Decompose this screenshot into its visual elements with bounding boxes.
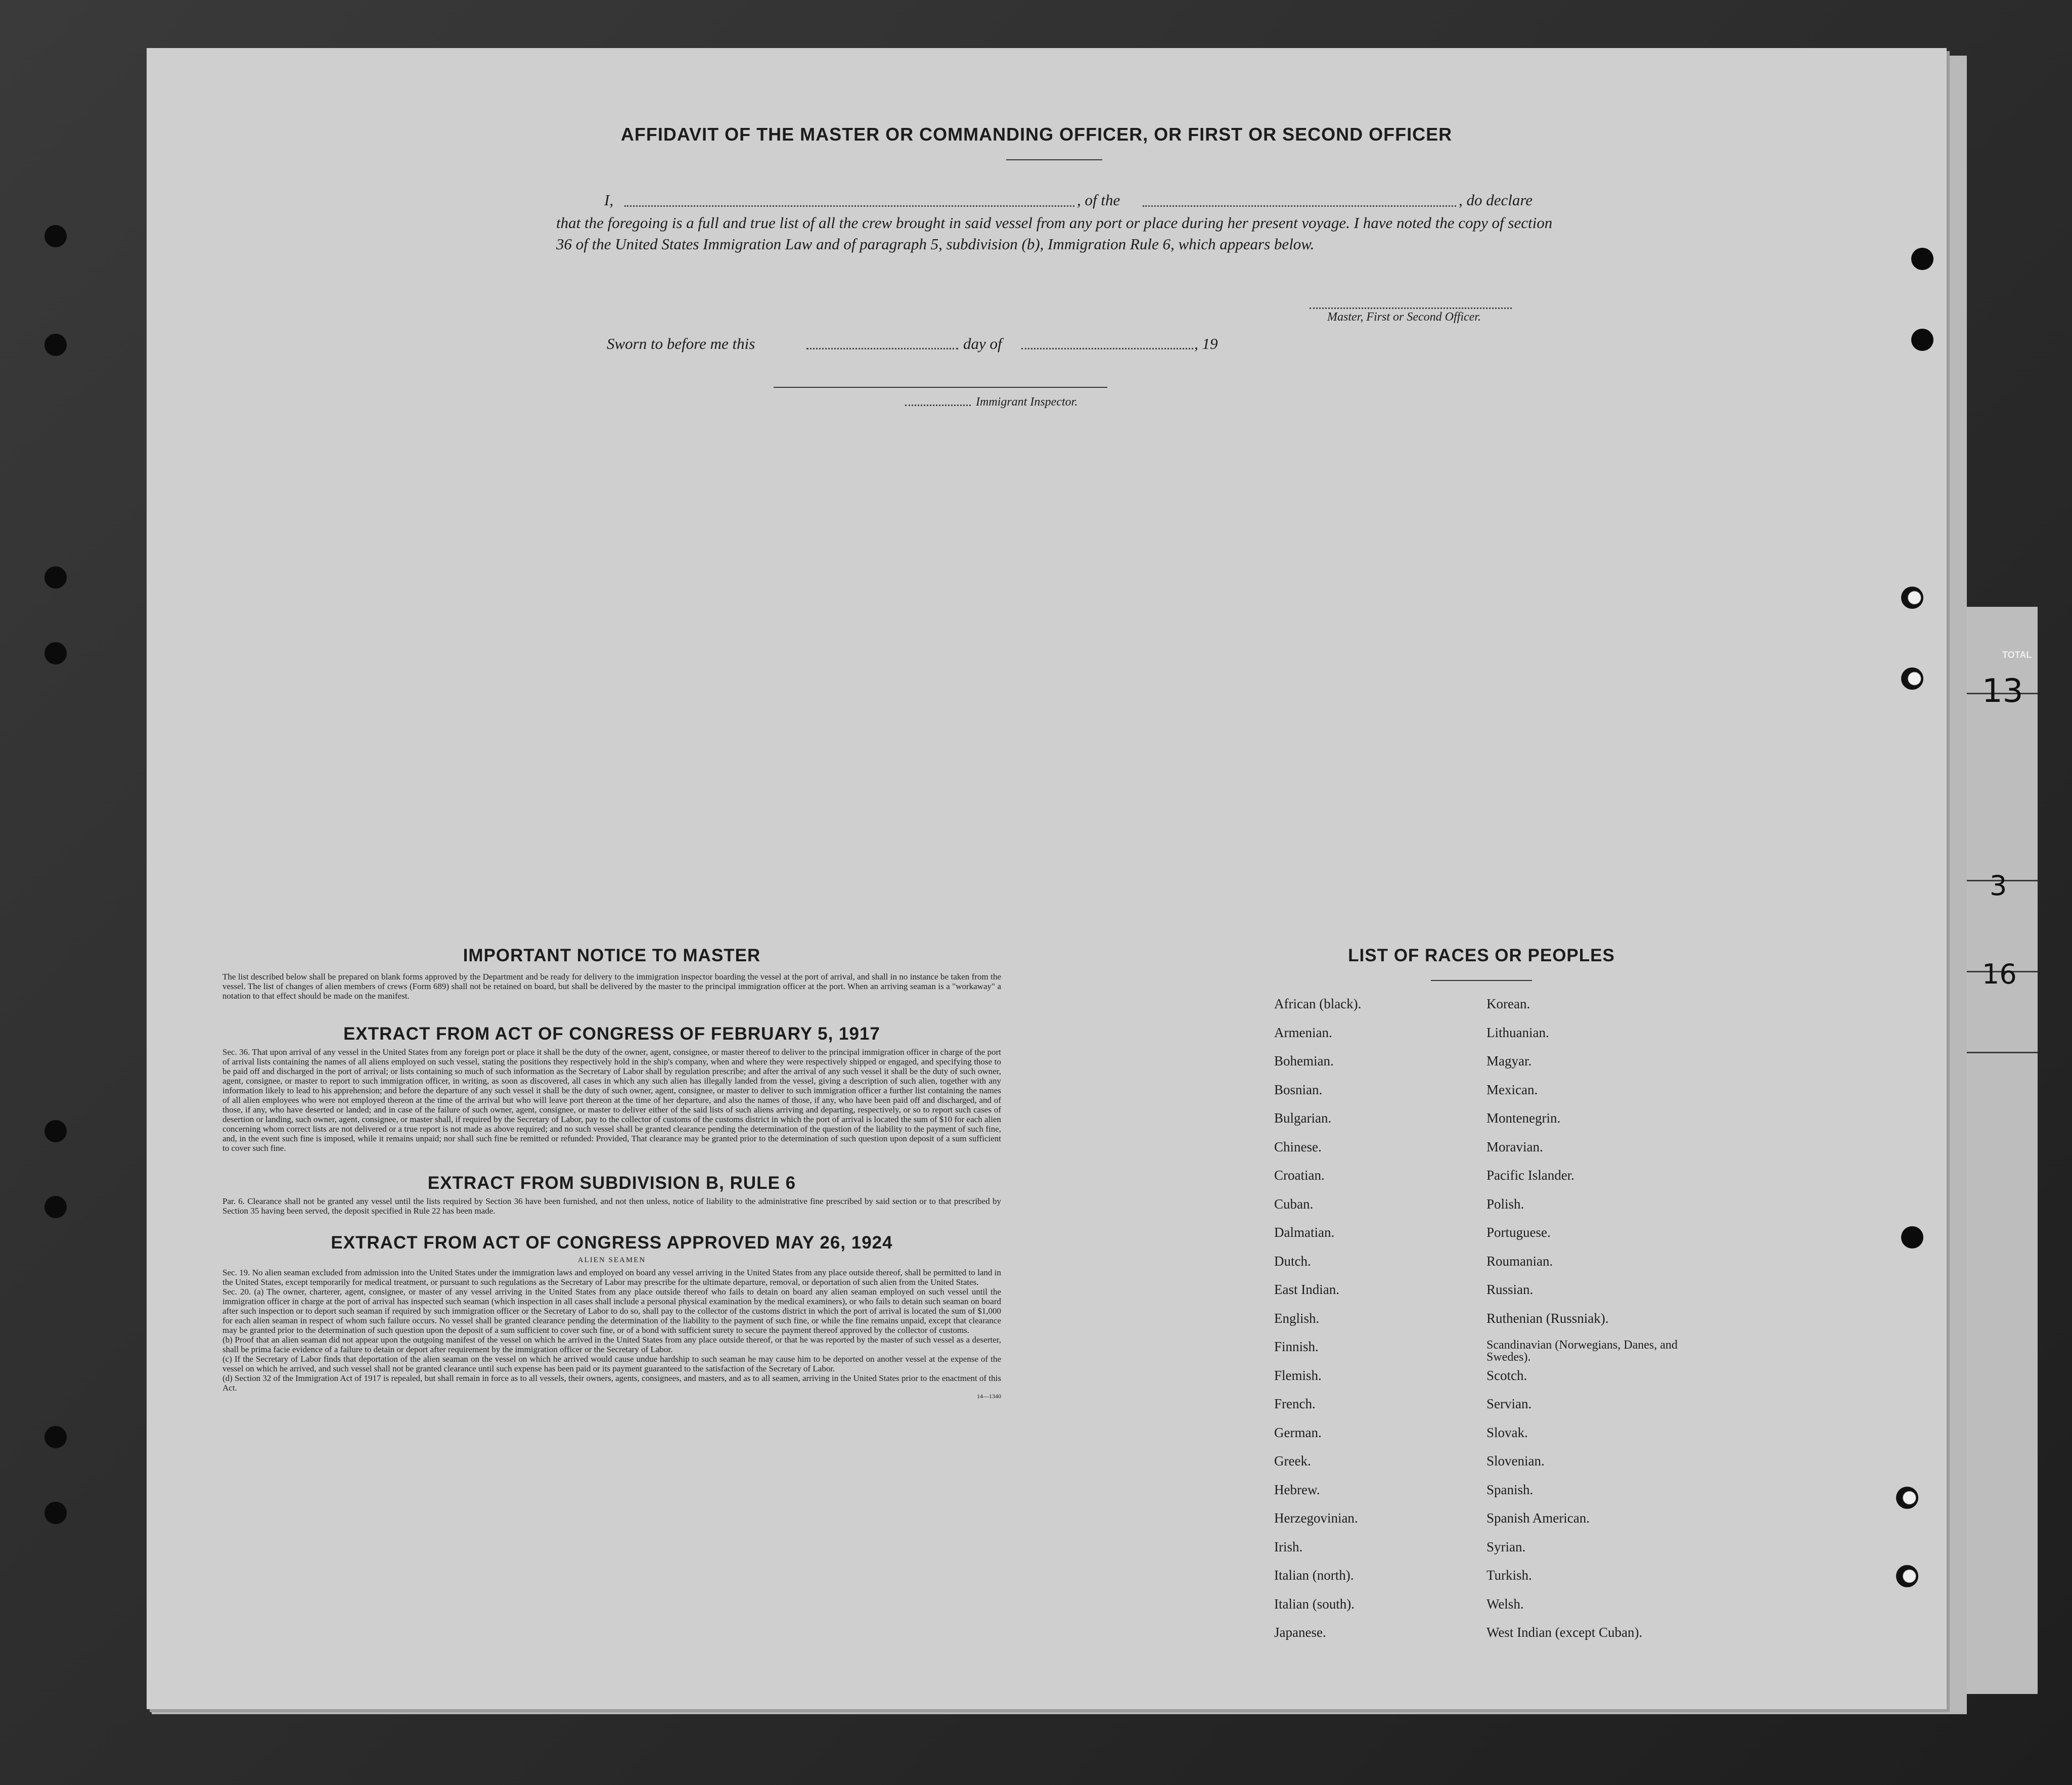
race-left: Italian (south). [1274,1596,1355,1612]
punch-hole [1901,587,1923,609]
name-field-line[interactable] [624,205,1074,207]
day-of-label: day of [963,335,1002,352]
race-left: Dutch. [1274,1253,1311,1269]
sec20c-text: (c) If the Secretary of Labor finds that deportation of the alien seaman on the vessel on which he arrived would cause undue hardship to such seaman he may cause him to be deported on another vessel at the expense of the vessel on which he arrived, and such vessel shall not be granted clearance until such expense has been paid or its payment guaranteed to the satisfaction of the Secretary of Labor. [222,1354,1001,1373]
race-right: Slovak. [1487,1424,1528,1440]
race-left: Bosnian. [1274,1082,1323,1097]
affidavit-declare: , do declare [1459,191,1533,209]
race-left: East Indian. [1274,1282,1339,1297]
race-row [1274,1625,1729,1654]
sworn-prefix: Sworn to before me this [607,335,755,352]
race-row [1274,1025,1729,1054]
year-prefix: , 19 [1194,335,1218,352]
sec20b-text: (b) Proof that an alien seaman did not appear upon the outgoing manifest of the vessel on which he arrived in the United States from any place outside thereof, or that he was reported by the master of such vessel as a deserter, shall be prima facie evidence of a failure to detain or deport after requirement by the immigration officer or the Secretary of Labor. [222,1335,1001,1354]
title-rule [1006,159,1102,160]
punch-hole [44,1502,67,1524]
race-left: Japanese. [1274,1625,1326,1640]
total-label: TOTAL [2002,650,2032,660]
notice-text: The list described below shall be prepared on blank forms approved by the Department and be ready for delivery to the immigration inspector boarding the vessel at the port of arrival, and shall in no instance be taken from the vessel. The list of changes of alien members of crews (Form 689) shall not be retained on board, but shall be delivered by the master to the principal immigration officer at the port. When an arriving seaman is a "workaway" a notation to that effect should be made on the manifest. [222,972,1001,1001]
race-right: Scandinavian (Norwegians, Danes, and Swedes). [1487,1338,1678,1364]
race-row [1274,1225,1729,1254]
race-right: Magyar. [1487,1053,1532,1068]
race-left: Chinese. [1274,1139,1322,1154]
race-left: African (black). [1274,996,1362,1011]
punch-hole [1901,1226,1923,1248]
race-right: Polish. [1487,1196,1524,1212]
race-right: Spanish. [1487,1482,1534,1497]
form-code: 14—1340 [977,1393,1001,1400]
race-row [1274,1368,1729,1397]
handwritten-total-1: 13 [1982,673,2023,710]
race-left: Italian (north). [1274,1568,1354,1583]
race-row [1274,1282,1729,1311]
race-row [1274,1425,1729,1454]
race-right: Pacific Islander. [1487,1168,1574,1183]
race-right: Servian. [1487,1396,1532,1411]
race-left: Hebrew. [1274,1482,1320,1497]
underlying-page-edge [1957,607,2038,1694]
affidavit-of-the: , of the [1077,191,1120,209]
master-label: Master, First or Second Officer. [1327,310,1481,324]
extract1-title: EXTRACT FROM ACT OF CONGRESS OF FEBRUARY 5, 1917 [343,1024,880,1044]
race-left: Dalmatian. [1274,1225,1335,1240]
race-right: Mexican. [1487,1082,1538,1097]
punch-hole [44,642,67,664]
race-row [1274,1110,1729,1139]
race-left: German. [1274,1424,1322,1440]
race-row [1274,1196,1729,1225]
inspector-signature-line[interactable] [774,387,1107,388]
race-right: Turkish. [1487,1568,1532,1583]
race-row [1274,1311,1729,1340]
sec20d-text: (d) Section 32 of the Immigration Act of 1917 is repealed, but shall remain in force as to all vessels, their owners, agents, consignees, and masters, and as to all seamen, arriving in the United States prior to the enactment of this Act. [222,1373,1001,1393]
race-right: Scotch. [1487,1367,1527,1383]
race-left: Irish. [1274,1539,1303,1554]
notice-title: IMPORTANT NOTICE TO MASTER [463,946,761,965]
sworn-day-line[interactable] [806,348,958,349]
punch-hole [44,334,67,356]
inspector-dots [905,405,971,406]
races-list [1274,996,1729,1654]
race-left: Cuban. [1274,1196,1314,1212]
race-row [1274,1568,1729,1596]
race-right: Lithuanian. [1487,1024,1549,1040]
inspector-label: Immigrant Inspector. [976,395,1078,409]
race-right: West Indian (except Cuban). [1487,1625,1643,1640]
punch-hole [1901,667,1923,690]
extract3-title: EXTRACT FROM ACT OF CONGRESS APPROVED MAY 26, 1924 [331,1233,893,1253]
race-left: Greek. [1274,1453,1311,1468]
punch-hole [1896,1565,1918,1587]
punch-hole [44,225,67,247]
sec20a-text: Sec. 20. (a) The owner, charterer, agent, consignee, or master of any vessel arriving in the United States from any place outside thereof who fails to detain on board any alien seaman employed on such vessel until the immigration officer in charge at the port of arrival has inspected such seaman (which inspection in all cases shall include a personal physical examination by the medical examiners), or who fails to detain such seaman on board after such inspection or to deport such seaman if required by such immigration officer or the Secretary of Labor to do so, shall pay to the collector of the customs district in which the port of arrival is located the sum of $1,000 for each alien seaman in respect of whom such failure occurs. No vessel shall be granted clearance pending the determination of the liability to the payment of such fine, or while the fine remains unpaid, except that clearance may be granted prior to the determination of such question upon the deposit of a sum sufficient to cover such fine, or of a bond with sufficient surety to secure the payment thereof approved by the collector of customs. [222,1287,1001,1335]
race-right: Spanish American. [1487,1510,1590,1526]
race-right: Welsh. [1487,1596,1524,1612]
notice-column [222,946,1001,1400]
race-left: Bulgarian. [1274,1110,1332,1126]
race-row [1274,1339,1729,1368]
race-row [1274,1168,1729,1196]
sec19-text: Sec. 19. No alien seaman excluded from admission into the United States under the immigration laws and employed on board any vessel arriving in the United States from any place outside thereof, shall be permitted to land in the United States, except temporarily for medical treatment, or pursuant to such regulations as the Secretary of Labor may prescribe for the ultimate departure, removal, or deportation of such alien from the United States. [222,1268,1001,1287]
punch-hole [1911,329,1933,351]
race-row [1274,996,1729,1025]
race-right: Portuguese. [1487,1225,1551,1240]
race-row [1274,1053,1729,1082]
race-right: Korean. [1487,996,1530,1011]
affidavit-title: AFFIDAVIT OF THE MASTER OR COMMANDING OFFICER, OR FIRST OR SECOND OFFICER [620,124,1453,145]
punch-hole [44,566,67,589]
race-right: Russian. [1487,1282,1534,1297]
race-right: Slovenian. [1487,1453,1545,1468]
race-row [1274,1453,1729,1482]
race-right: Roumanian. [1487,1253,1553,1269]
affidavit-i: I, [604,191,614,209]
master-signature-line[interactable] [1310,307,1512,309]
extract2-title: EXTRACT FROM SUBDIVISION B, RULE 6 [427,1173,796,1193]
race-left: Herzegovinian. [1274,1510,1358,1526]
punch-hole [44,1196,67,1218]
vessel-field-line[interactable] [1143,205,1456,207]
handwritten-total-2: 3 [1990,870,2007,902]
race-left: Armenian. [1274,1024,1332,1040]
race-left: English. [1274,1310,1320,1326]
race-left: Croatian. [1274,1168,1325,1183]
race-row [1274,1139,1729,1168]
race-right: Moravian. [1487,1139,1543,1154]
race-row [1274,1482,1729,1511]
race-row [1274,1396,1729,1425]
race-left: Flemish. [1274,1367,1322,1383]
race-row [1274,1596,1729,1625]
punch-hole [1896,1487,1918,1509]
race-row [1274,1539,1729,1568]
punch-hole [44,1120,67,1142]
race-right: Montenegrin. [1487,1110,1561,1126]
race-row [1274,1254,1729,1282]
sworn-month-line[interactable] [1021,348,1193,349]
races-title: LIST OF RACES OR PEOPLES [1348,946,1615,965]
affidavit-text: that the foregoing is a full and true list of all the crew brought in said vessel from any port or place during her present voyage. I have noted the copy of section 36 of the United States Immigration Law and of paragraph 5, subdivision (b), Immigration Rule 6, which appears below. [556,214,1553,253]
races-title-rule [1431,980,1532,981]
extract1-text: Sec. 36. That upon arrival of any vessel in the United States from any foreign port or place it shall be the duty of the owner, agent, consignee, or master thereof to deliver to the principal immigration officer in charge of the port of arrival lists containing the names of all aliens employed on such vessel, stating the positions they respectively hold in the ship's company, when and where they were respectively shipped or engaged, and specifying those to be paid off and discharged in the port of arrival; or lists containing so much of such information as the Secretary of Labor shall by regulation prescribe; and after the arrival of any such vessel it shall be the duty of such owner, agent, consignee, or master to report to such immigration officer, in writing, as soon as discovered, all cases in which any such alien has illegally landed from the vessel, giving a description of such alien, together with any information likely to lead to his apprehension; and before the departure of any such vessel it shall be the duty of such owner, agent, consignee, or master to deliver to such immigration officer a further list containing the names of all alien employees who were not employed thereon at the time of the arrival but who will leave port thereon at the time of her departure, and also the names of those, if any, who have been paid off and discharged, and of those, if any, who have deserted or landed; and in case of the failure of such owner, agent, consignee, or master to deliver either of the said lists of such aliens arriving and departing, respectively, or so to report such cases of desertion or landing, such owner, agent, consignee, or master shall, if required by the Secretary of Labor, pay to the collector of customs of the customs district in which the port of arrival is located the sum of $10 for each alien concerning whom correct lists are not delivered or a true report is not made as above required; and no such vessel shall be granted clearance pending the determination of the question of the liability to the payment of such fine, and, in the event such fine is imposed, while it remains unpaid; nor shall such fine be remitted or refunded: Provided, That clearance may be granted prior to the determination of such question upon deposit of a sum sufficient to cover such fine. [222,1047,1001,1153]
punch-hole [1911,248,1933,270]
extract2-text: Par. 6. Clearance shall not be granted any vessel until the lists required by Section 36 have been furnished, and not then unless, notice of liability to the administrative fine prescribed by said section or to that prescribed by Section 35 having been served, the deposit specified in Rule 22 has been made. [222,1196,1001,1216]
race-row [1274,1082,1729,1111]
punch-hole [44,1426,67,1448]
race-left: French. [1274,1396,1316,1411]
extract3-subtitle: ALIEN SEAMEN [577,1256,646,1264]
race-right: Ruthenian (Russniak). [1487,1310,1609,1326]
race-right: Syrian. [1487,1539,1526,1554]
race-row [1274,1510,1729,1539]
handwritten-total-3: 16 [1982,958,2017,990]
race-left: Bohemian. [1274,1053,1334,1068]
race-left: Finnish. [1274,1339,1319,1354]
